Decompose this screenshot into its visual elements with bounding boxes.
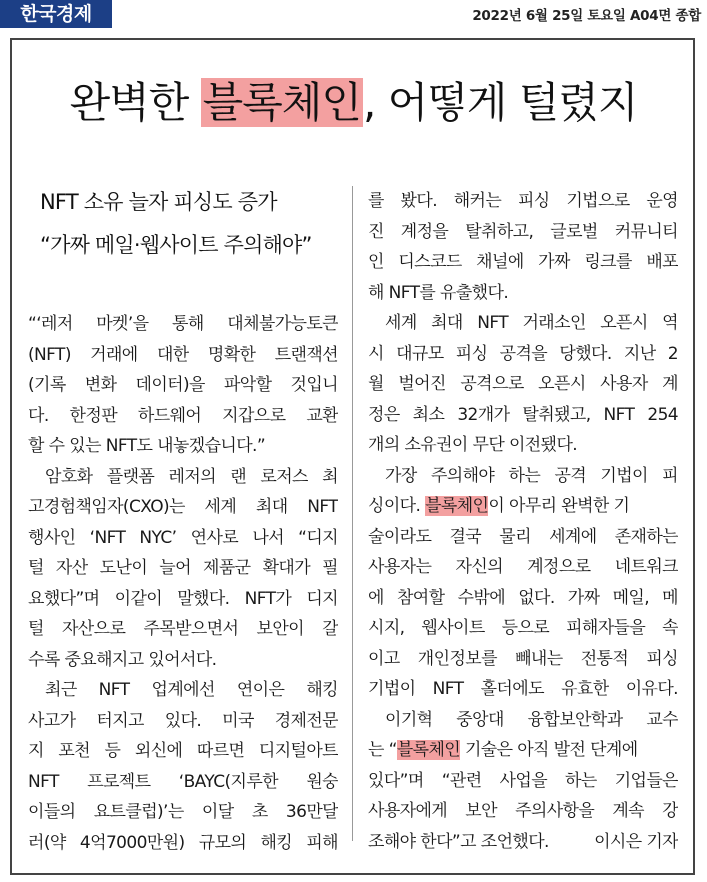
body-line: 지 포천 등 외신에 따르면 디지털아트: [28, 741, 338, 761]
highlighted-keyword: 블록체인: [396, 740, 461, 760]
body-text: 조해야 한다”고 조언했다.: [368, 831, 549, 852]
body-line: 다. 한정판 하드웨어 지갑으로 교환: [28, 405, 338, 426]
headline-lead: 완벽한: [69, 78, 201, 127]
headline-tail: , 어떻게 털렸지: [362, 78, 638, 127]
body-text: 싱이다.: [368, 496, 426, 516]
body-line: 행사인 ‘NFT NYC’ 연사로 나서 “디지: [28, 527, 338, 548]
body-line: 에 참여할 수밖에 없다. 가짜 메일, 메: [368, 587, 678, 608]
body-line: 정은 최소 32개가 탈취됐고, NFT 254: [368, 404, 678, 425]
subheadline-2: “가짜 메일·웹사이트 주의해야”: [40, 233, 312, 257]
body-line: 기법이 NFT 홀더에도 유효한 이유다.: [368, 679, 678, 699]
right-column: [368, 186, 678, 857]
body-line: 털 자산으로 주목받으면서 보안이 갈: [28, 619, 338, 639]
body-line: 최근 NFT 업계에선 연이은 해킹: [45, 680, 338, 700]
headline-highlight: 블록체인: [202, 78, 361, 127]
body-line: 사용자에게 보안 주의사항을 계속 강: [368, 801, 678, 821]
body-line: (기록 변화 데이터)을 파악할 것입니: [28, 375, 338, 395]
body-line: 진 계정을 탈취하고, 글로벌 커뮤니티: [368, 221, 678, 242]
body-line: 할 수 있는 NFT도 내놓겠습니다.”: [28, 436, 266, 456]
column-divider: [352, 186, 353, 841]
body-line: 러(약 4억7000만원) 규모의 해킹 피해: [28, 832, 338, 853]
newspaper-logo: 한국경제: [0, 0, 112, 28]
body-line: 이기혁 중앙대 융합보안학과 교수: [385, 709, 678, 730]
body-line: 인 디스코드 채널에 가짜 링크를 배포: [368, 252, 678, 272]
body-line: 요했다”며 이같이 말했다. NFT가 디지: [28, 588, 338, 609]
body-line: 이들의 요트클럽)’는 이달 초 36만달: [28, 802, 338, 822]
body-line: 시지, 웹사이트 등으로 피해자들을 속: [368, 618, 678, 638]
headline: [0, 78, 707, 128]
body-line: 사고가 터지고 있다. 미국 경제전문: [28, 710, 338, 731]
subheadline-1: NFT 소유 늘자 피싱도 증가: [40, 190, 277, 214]
body-line: (NFT) 거래에 대한 명확한 트랜잭션: [28, 344, 338, 365]
body-line: NFT 프로젝트 ‘BAYC(지루한 원숭: [28, 771, 338, 792]
body-line: 이고 개인정보를 빼내는 전통적 피싱: [368, 648, 678, 669]
body-line: 수록 중요해지고 있어서다.: [28, 649, 217, 670]
dateline: 2022년 6월 25일 토요일 A04면 종합: [472, 8, 701, 24]
left-column: [28, 309, 338, 858]
body-line: “‘레저 마켓’을 통해 대체불가능토큰: [28, 314, 338, 334]
body-text: 기술은 아직 발전 단계에: [460, 740, 638, 760]
body-text: 이 아무리 완벽한 기: [488, 496, 630, 516]
body-line: 사용자는 자신의 계정으로 네트워크: [368, 557, 678, 577]
body-line: [368, 827, 678, 858]
body-line: 털 자산 도난이 늘어 제품군 확대가 필: [28, 558, 338, 578]
body-line: 를 봤다. 해커는 피싱 기법으로 운영: [368, 191, 678, 211]
body-line: 고경험책임자(CXO)는 세계 최대 NFT: [28, 497, 338, 517]
body-line: 술이라도 결국 물리 세계에 존재하는: [368, 526, 678, 547]
body-line: 암호화 플랫폼 레저의 랜 로저스 최: [45, 466, 338, 487]
masthead: [0, 0, 707, 30]
body-line: 해 NFT를 유출했다.: [368, 282, 509, 303]
body-line: [368, 491, 678, 522]
body-line: 월 벌어진 공격으로 오픈시 사용자 계: [368, 374, 678, 394]
body-line: 있다”며 “관련 사업을 하는 기업들은: [368, 770, 678, 791]
body-line: 세계 최대 NFT 거래소인 오픈시 역: [385, 313, 678, 333]
body-text: 는 “: [368, 740, 397, 760]
body-line: 시 대규모 피싱 공격을 당했다. 지난 2: [368, 343, 678, 364]
body-line: 가장 주의해야 하는 공격 기법이 피: [385, 465, 678, 486]
body-line: 개의 소유권이 무단 이전됐다.: [368, 435, 578, 455]
highlighted-keyword: 블록체인: [425, 496, 489, 516]
body-line: [368, 735, 678, 766]
byline: 이시은 기자: [594, 831, 678, 852]
